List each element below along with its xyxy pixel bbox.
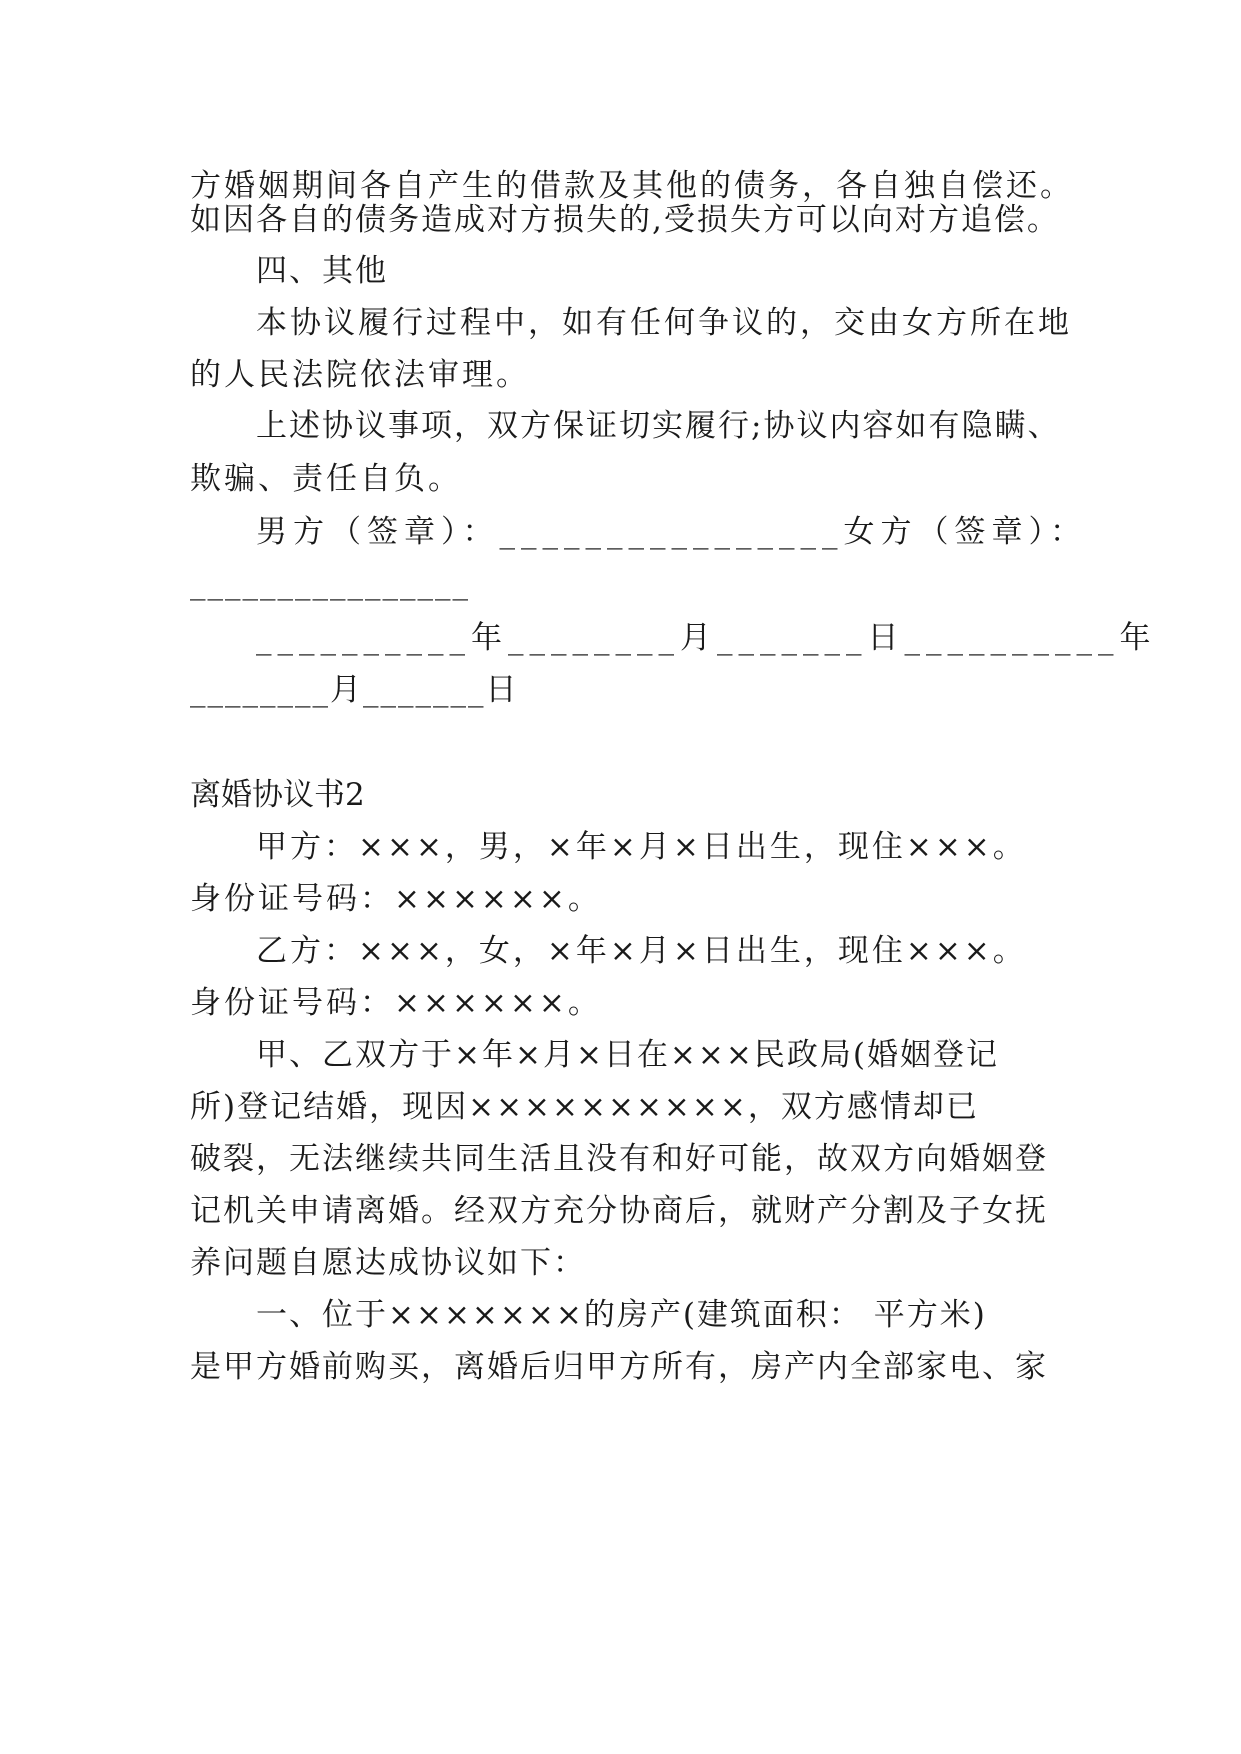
text-line: 身份证号码：××××××。 (190, 881, 602, 917)
text-line: 如因各自的债务造成对方损失的,受损失方可以向对方追偿。 (190, 202, 1060, 238)
text-line: 养问题自愿达成协议如下： (190, 1245, 586, 1281)
date-line: ________月_______日 (190, 672, 519, 708)
text-line: 的人民法院依法审理。 (190, 357, 530, 393)
text-line: 方婚姻期间各自产生的借款及其他的债务，各自独自偿还。 (190, 168, 1074, 204)
signature-line: 男方（签章）：________________女方（签章）： (256, 514, 1087, 550)
text-line: 破裂，无法继续共同生活且没有和好可能，故双方向婚姻登 (190, 1141, 1048, 1177)
signature-blank: ________________ (190, 565, 470, 601)
text-line: 所)登记结婚，现因××××××××××，双方感情却已 (190, 1089, 979, 1125)
text-line: 一、位于×××××××的房产(建筑面积： 平方米) (256, 1297, 987, 1333)
date-line: __________年________月_______日__________年 (256, 620, 1157, 656)
text-line: 身份证号码：××××××。 (190, 985, 602, 1021)
text-line: 乙方：×××，女，×年×月×日出生，现住×××。 (256, 933, 1027, 969)
text-line: 甲方：×××，男，×年×月×日出生，现住×××。 (256, 829, 1027, 865)
text-line: 欺骗、责任自负。 (190, 461, 462, 497)
text-line: 是甲方婚前购买，离婚后归甲方所有，房产内全部家电、家 (190, 1349, 1048, 1385)
text-line: 甲、乙双方于×年×月×日在×××民政局(婚姻登记 (256, 1037, 999, 1073)
text-line: 上述协议事项，双方保证切实履行;协议内容如有隐瞒、 (256, 408, 1061, 444)
section-heading: 四、其他 (256, 253, 388, 289)
text-line: 本协议履行过程中，如有任何争议的，交由女方所在地 (256, 305, 1072, 341)
text-line: 记机关申请离婚。经双方充分协商后，就财产分割及子女抚 (190, 1193, 1048, 1229)
document-title: 离婚协议书2 (190, 777, 365, 813)
